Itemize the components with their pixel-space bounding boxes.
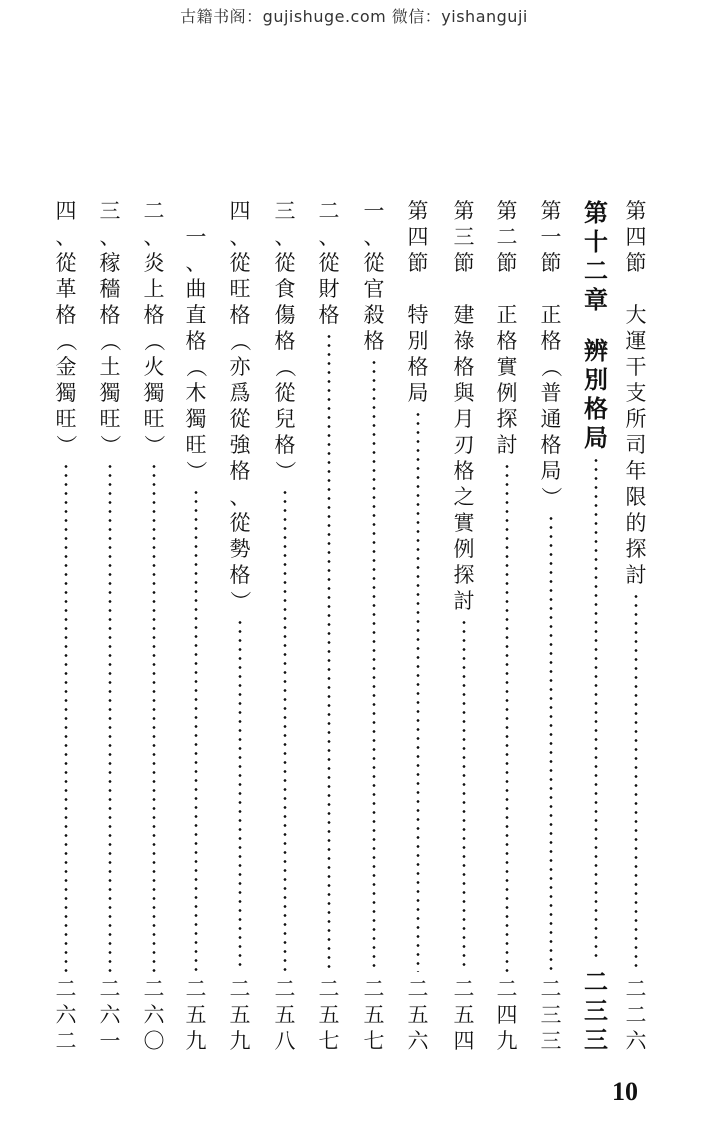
leader-dots [634, 592, 638, 972]
toc-entry-page: 二 五 七 [363, 977, 385, 1053]
toc-entry [535, 198, 567, 1054]
toc-entry [448, 198, 480, 1054]
toc-entry-label: 四 、 [229, 199, 251, 249]
toc-entry-title: 曲 直 格 （ 木 獨 旺 ） [184, 277, 208, 482]
toc-entry-page: 二 三 三 [540, 977, 562, 1053]
toc-entry-label: 四 、 [55, 199, 77, 249]
toc-entry-title: 炎 上 格 （ 火 獨 旺 ） [142, 251, 166, 456]
toc-entry [313, 198, 345, 1054]
toc-entry-label: 第 十 二 章 [584, 198, 608, 314]
toc-entry-label: 第 三 節 [453, 199, 475, 275]
toc-entry-label: 第 四 節 [625, 199, 647, 275]
toc-entry-page: 二 五 七 [318, 977, 340, 1053]
toc-entry-title: 正 格 （ 普 通 格 局 ） [539, 303, 563, 508]
toc-entry-page: 二 六 二 [55, 977, 77, 1053]
toc-entry [402, 198, 434, 1054]
toc-entry-label: 三 、 [274, 199, 296, 249]
toc-entry [269, 198, 301, 1054]
page-number: 10 [612, 1077, 638, 1106]
leader-dots [505, 462, 509, 972]
toc-entry-page: 二 五 四 [453, 977, 475, 1053]
toc-entry [620, 198, 652, 1054]
toc-entry-title: 從 食 傷 格 （ 從 兒 格 ） [273, 251, 297, 482]
toc-entry-title: 從 官 殺 格 [363, 251, 385, 353]
toc-entry-title: 正 格 實 例 探 討 [496, 303, 518, 457]
toc-entry [224, 198, 256, 1054]
toc-entry-title: 稼 穡 格 （ 土 獨 旺 ） [98, 251, 122, 456]
toc-entry-page: 二 六 一 [99, 977, 121, 1053]
toc-entry [138, 198, 170, 1054]
toc-entry-page: 二 四 九 [496, 977, 518, 1053]
leader-dots [327, 332, 331, 972]
toc-entry-label: 二 、 [318, 199, 340, 249]
toc-entry-label: 第 一 節 [540, 199, 562, 275]
toc-entry-page: 二 二 六 [625, 977, 647, 1053]
leader-dots [108, 462, 112, 972]
toc-entry [180, 198, 212, 1054]
leader-dots [372, 358, 376, 972]
toc-entry-label: 三 、 [99, 199, 121, 249]
toc-entry [50, 198, 82, 1054]
leader-dots [594, 456, 598, 963]
toc-entry-page: 二 五 九 [185, 977, 207, 1053]
toc-entry-page: 二 六 〇 [143, 977, 165, 1053]
leader-dots [194, 488, 198, 972]
toc-entry-page: 二 五 八 [274, 977, 296, 1053]
toc-entry [358, 198, 390, 1054]
toc-entry-label: 第 四 節 [407, 199, 429, 275]
toc-entry-title: 特 別 格 局 [407, 303, 429, 405]
leader-dots [152, 462, 156, 972]
toc-entry-label: 一 、 [185, 225, 207, 275]
leader-dots [238, 618, 242, 972]
table-of-contents [0, 198, 708, 1058]
toc-entry-title: 建 祿 格 與 月 刃 格 之 實 例 探 討 [453, 303, 475, 613]
toc-entry [491, 198, 523, 1054]
toc-entry-page: 二 三 三 [584, 967, 608, 1054]
toc-entry-title: 從 旺 格 （ 亦 爲 從 強 格 、 從 勢 格 ） [228, 251, 252, 612]
toc-entry-page: 二 五 九 [229, 977, 251, 1053]
leader-dots [549, 514, 553, 972]
toc-chapter-entry [580, 198, 612, 1054]
watermark: 古籍书阁：gujishuge.com 微信：yishanguji [180, 7, 528, 26]
toc-entry-title: 從 革 格 （ 金 獨 旺 ） [54, 251, 78, 456]
leader-dots [416, 410, 420, 972]
toc-entry [94, 198, 126, 1054]
toc-entry-title: 辨 別 格 局 [584, 336, 608, 452]
leader-dots [462, 618, 466, 972]
toc-entry-title: 從 財 格 [318, 251, 340, 327]
toc-entry-page: 二 五 六 [407, 977, 429, 1053]
toc-entry-label: 第 二 節 [496, 199, 518, 275]
toc-entry-label: 二 、 [143, 199, 165, 249]
toc-entry-title: 大 運 干 支 所 司 年 限 的 探 討 [625, 303, 647, 587]
toc-entry-label: 一 、 [363, 199, 385, 249]
leader-dots [283, 488, 287, 972]
leader-dots [64, 462, 68, 972]
